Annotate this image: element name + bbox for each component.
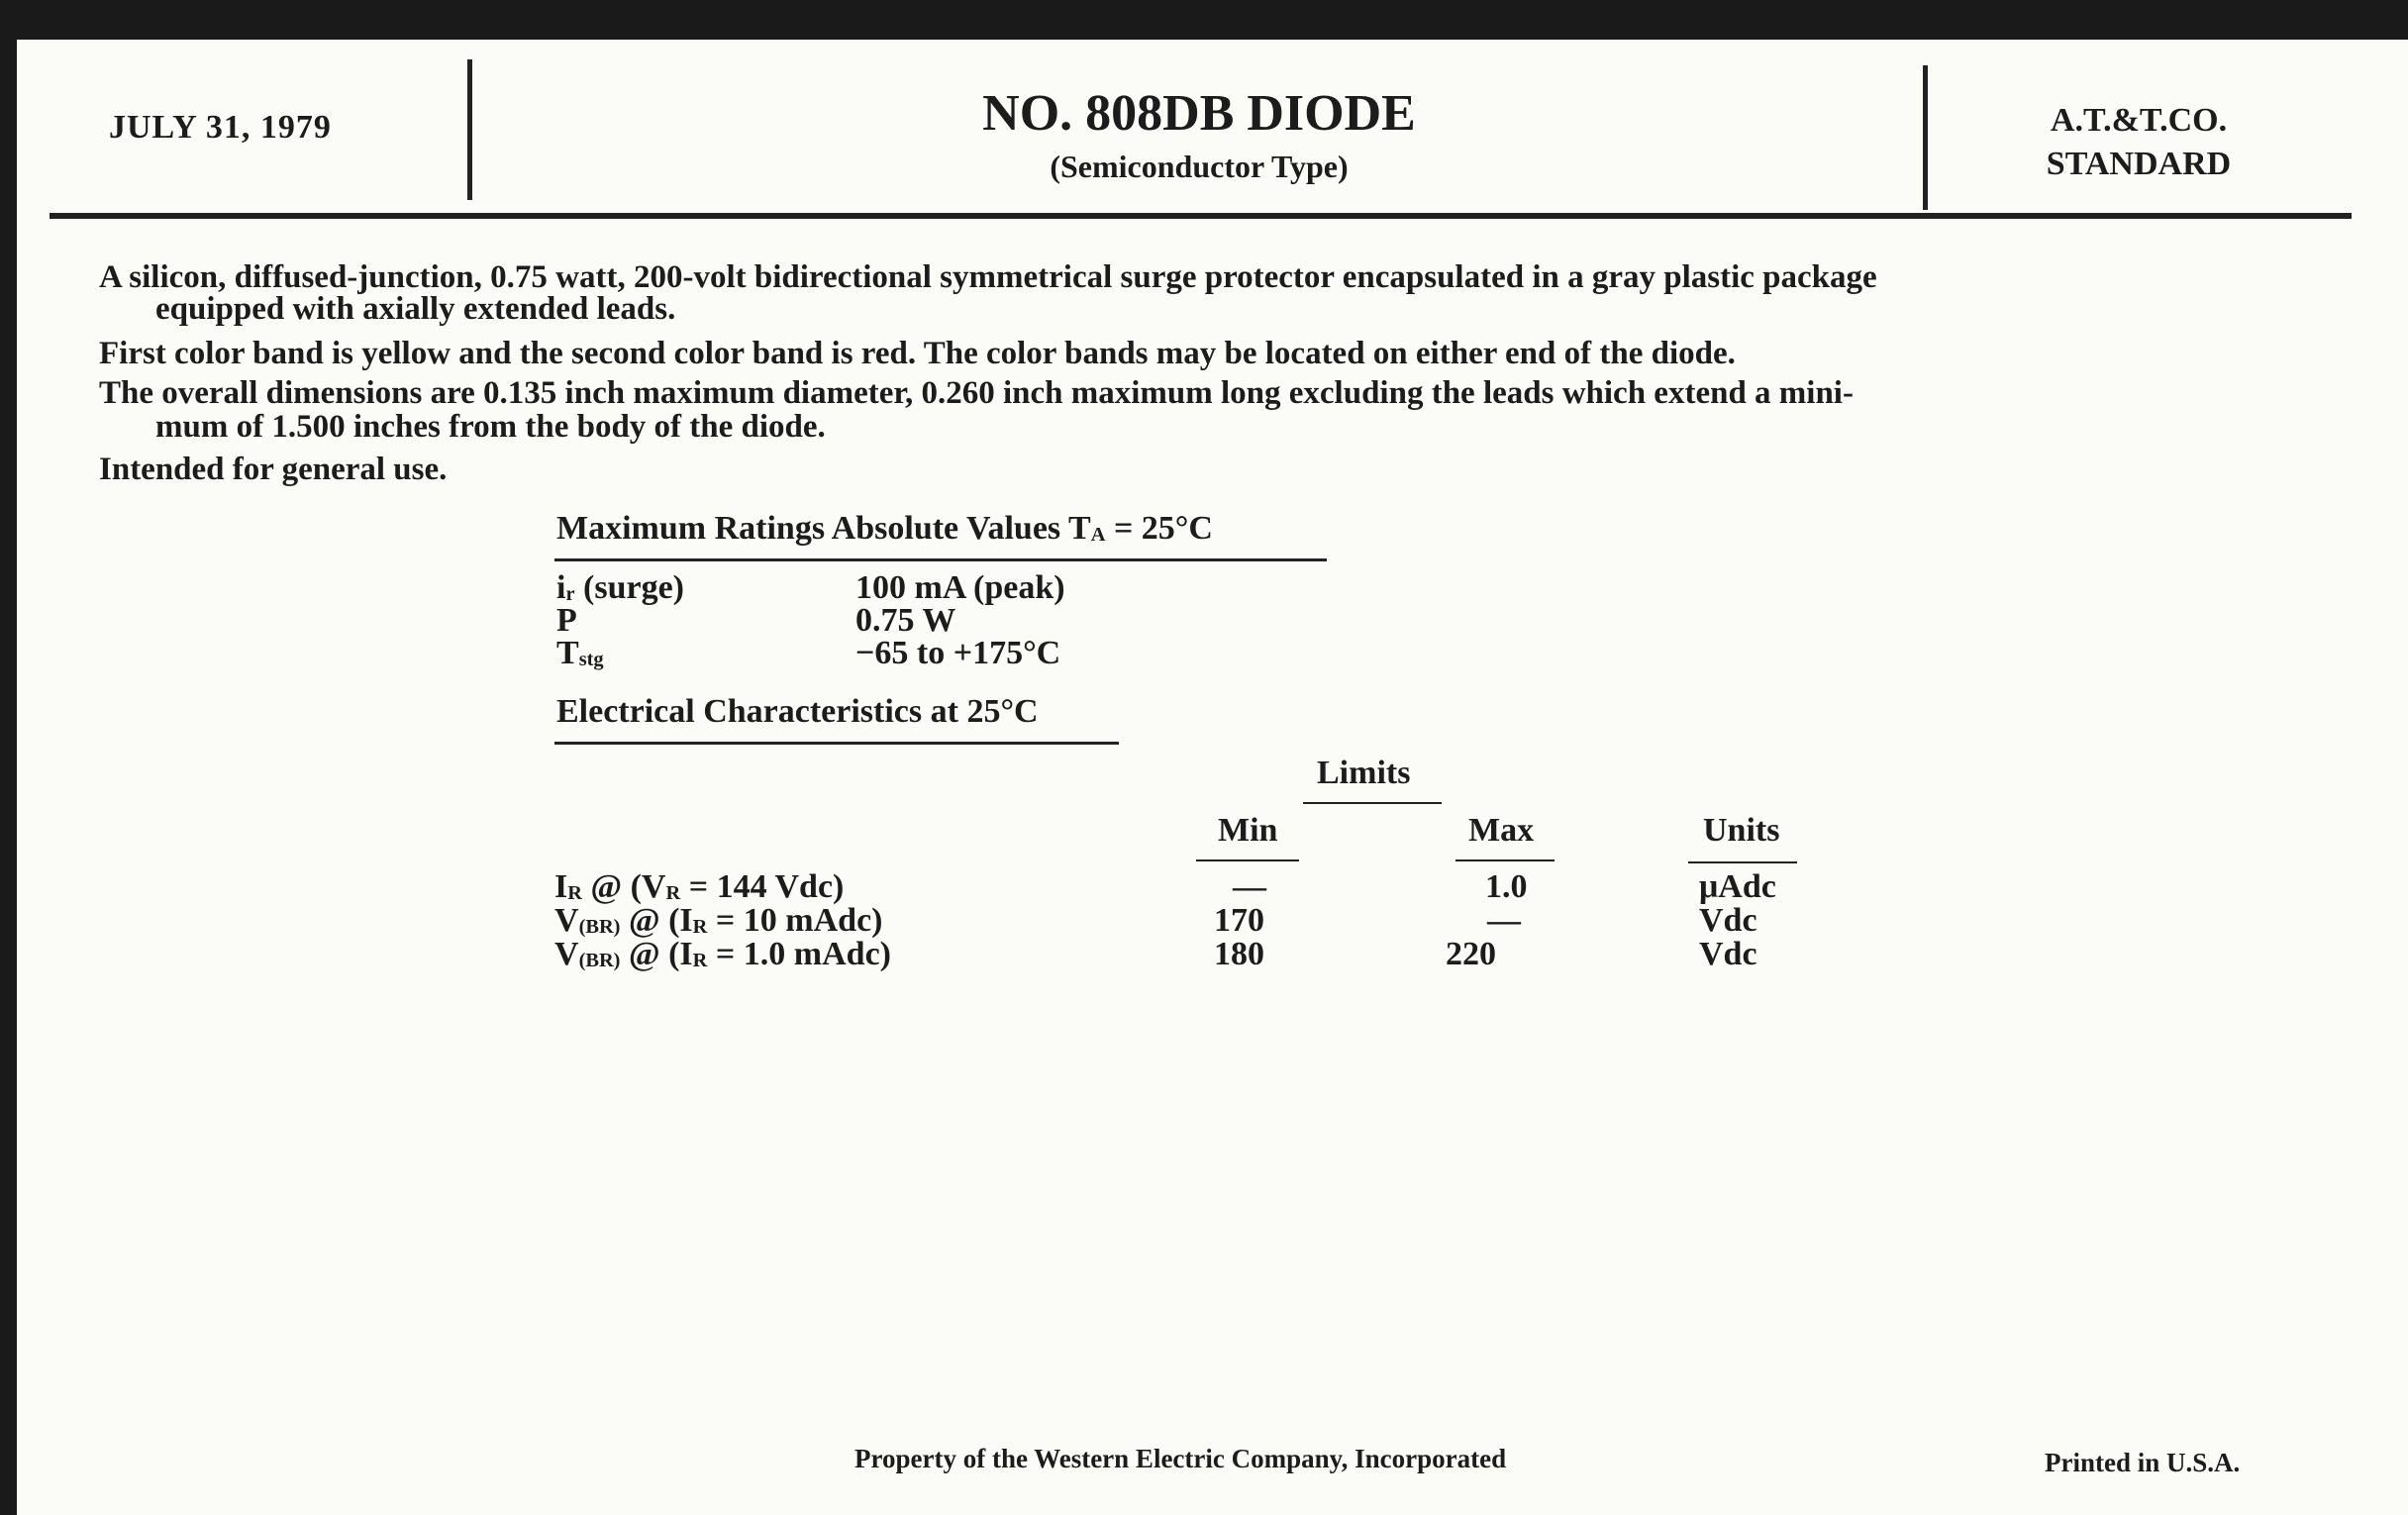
elec-min-breakdown-10ma: 170 — [1214, 902, 1264, 939]
description-p3-line2: mum of 1.500 inches from the body of the diode. — [155, 409, 826, 445]
elec-max-breakdown-10ma: — — [1487, 902, 1521, 939]
col-units-label: Units — [1703, 812, 1780, 849]
max-ratings-heading-text: Maximum Ratings Absolute Values T — [556, 510, 1091, 547]
property-notice: Property of the Western Electric Company, Incorporated — [854, 1444, 1507, 1473]
elec-param-breakdown-10ma-s1: (BR) — [578, 916, 621, 938]
elec-param-breakdown-10ma-s2: R — [692, 916, 708, 938]
rating-param-surge-tail: (surge) — [574, 569, 684, 606]
rating-value-power: 0.75 W — [855, 602, 956, 639]
standard-line-1: A.T.&T.CO. — [2050, 102, 2228, 139]
document-title: NO. 808DB DIODE — [982, 85, 1416, 142]
elec-param-leakage — [554, 868, 844, 906]
elec-param-breakdown-10ma-p3: = 10 mAdc) — [707, 902, 883, 939]
elec-param-leakage-p2: @ (V — [581, 868, 666, 905]
document-subtitle: (Semiconductor Type) — [1050, 149, 1349, 184]
electrical-heading: Electrical Characteristics at 25°C — [556, 693, 1039, 730]
max-ratings-rule — [554, 558, 1327, 561]
elec-min-breakdown-1ma: 180 — [1214, 936, 1264, 972]
description-p1-line2: equipped with axially extended leads. — [155, 291, 676, 327]
rating-value-surge: 100 mA (peak) — [855, 569, 1065, 606]
printed-notice: Printed in U.S.A. — [2045, 1448, 2241, 1477]
elec-units-leakage: μAdc — [1699, 868, 1776, 905]
col-max-label: Max — [1468, 812, 1535, 849]
electrical-rule — [554, 742, 1119, 745]
elec-param-breakdown-1ma — [554, 936, 891, 973]
max-ratings-heading — [556, 510, 1213, 548]
standard-line-2: STANDARD — [2046, 146, 2232, 182]
header-rule — [50, 213, 2352, 219]
rating-value-storage-temp: −65 to +175°C — [855, 635, 1061, 671]
elec-max-breakdown-1ma: 220 — [1446, 936, 1496, 972]
max-ratings-heading-tail: = 25°C — [1105, 510, 1213, 547]
elec-param-breakdown-1ma-p2: @ (I — [620, 936, 693, 972]
elec-max-leakage: 1.0 — [1485, 868, 1528, 905]
elec-param-leakage-s1: R — [567, 882, 582, 904]
rating-param-surge-main: i — [556, 569, 566, 606]
rating-param-storage-temp — [556, 635, 604, 672]
rating-param-surge-sub: r — [565, 583, 575, 605]
elec-units-breakdown-1ma: Vdc — [1699, 936, 1757, 972]
col-max-rule — [1455, 859, 1555, 861]
elec-param-breakdown-10ma-p2: @ (I — [620, 902, 693, 939]
elec-param-leakage-p3: = 144 Vdc) — [680, 868, 845, 905]
max-ratings-heading-subscript: A — [1090, 524, 1106, 546]
elec-param-breakdown-10ma-p1: V — [554, 902, 579, 939]
elec-param-leakage-p1: I — [554, 868, 568, 905]
elec-param-breakdown-10ma — [554, 902, 882, 940]
description-p4: Intended for general use. — [99, 452, 448, 487]
rating-param-power-main: P — [556, 602, 577, 639]
elec-param-breakdown-1ma-s1: (BR) — [578, 950, 621, 971]
elec-param-breakdown-1ma-s2: R — [692, 950, 708, 971]
elec-param-leakage-s2: R — [665, 882, 681, 904]
elec-min-leakage: — — [1233, 868, 1266, 905]
limits-rule — [1303, 802, 1442, 804]
header-divider-left — [467, 59, 472, 200]
description-p2: First color band is yellow and the second color band is red. The color bands may be located on either end of the diode. — [99, 336, 1736, 371]
description-p3-line1: The overall dimensions are 0.135 inch maximum diameter, 0.260 inch maximum long excluding the leads which extend a mini- — [99, 375, 1854, 411]
col-min-label: Min — [1218, 812, 1278, 849]
elec-param-breakdown-1ma-p1: V — [554, 936, 579, 972]
rating-param-storage-temp-main: T — [556, 635, 579, 671]
issue-date: JULY 31, 1979 — [109, 109, 332, 146]
limits-label: Limits — [1317, 755, 1411, 791]
elec-param-breakdown-1ma-p3: = 1.0 mAdc) — [707, 936, 891, 972]
rating-param-storage-temp-sub: stg — [578, 649, 604, 670]
elec-units-breakdown-10ma: Vdc — [1699, 902, 1757, 939]
header-divider-right — [1923, 65, 1928, 210]
col-min-rule — [1196, 859, 1299, 861]
standard-label — [1941, 99, 2337, 186]
description-p1-line1: A silicon, diffused-junction, 0.75 watt, 200-volt bidirectional symmetrical surge protector encapsulated in a gray plastic package — [99, 259, 1877, 295]
col-units-rule — [1688, 861, 1797, 863]
